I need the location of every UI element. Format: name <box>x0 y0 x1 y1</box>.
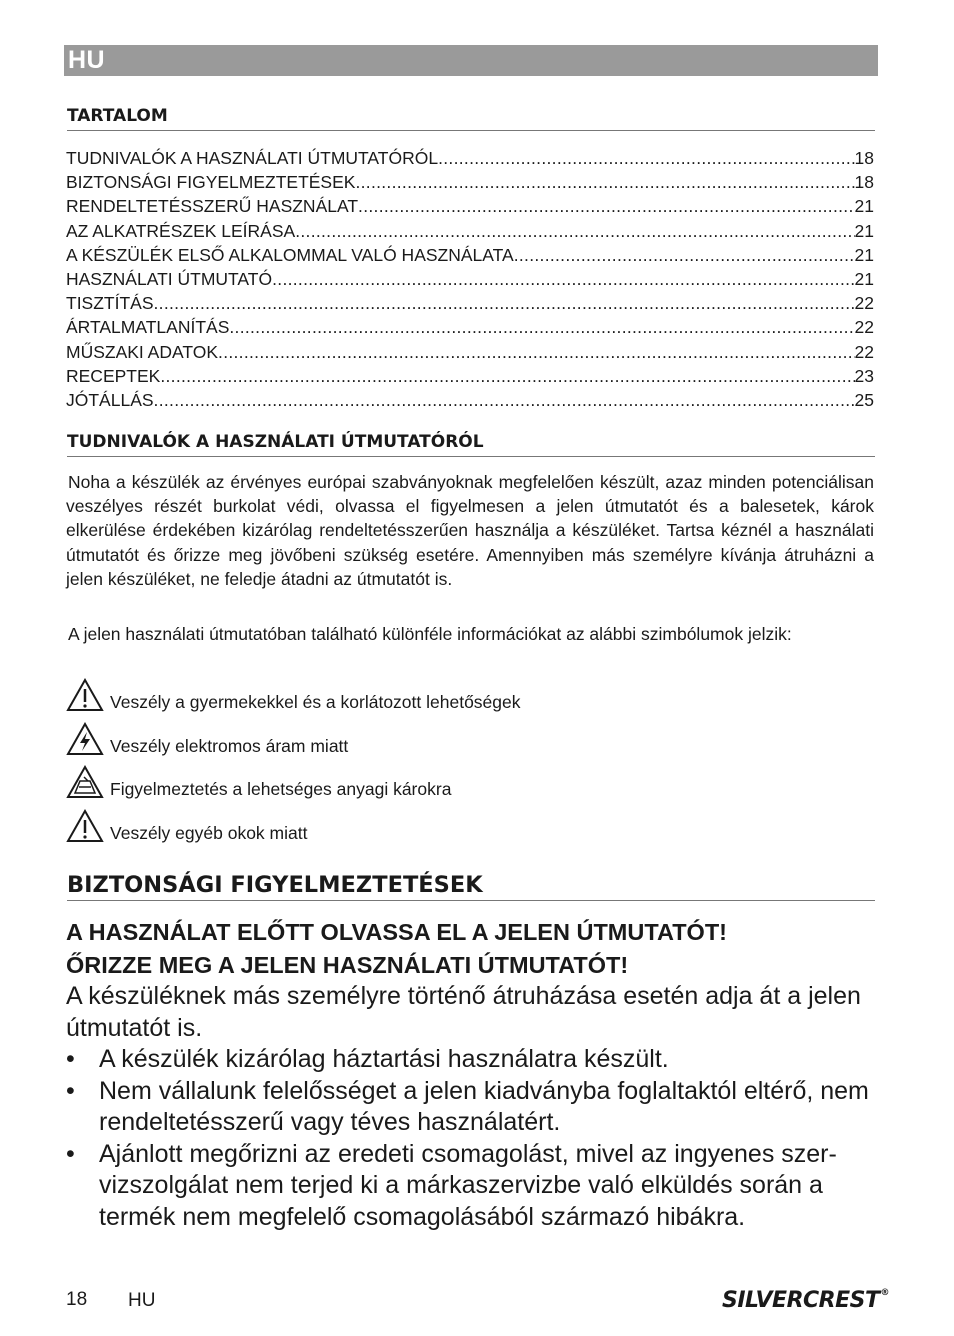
about-paragraph-1: Noha a készülék az érvényes európai szabványoknak megfelelően készült, azaz minden potenciálisan veszélyes részét burkolat védi, olvassa el figyelmesen a jelen útmutatót és a balesetek, károk elkerülése érdekében kizárólag rendeltetésszerűen használja a készüléket. Tartsa kéznél a használati útmutatót és őrizze meg jövőbeni szükség esetére. Amennyiben más személyre kívánja átruházni a jelen készüléket, ne feledje átadni az útmutatót is. <box>66 472 874 589</box>
toc-entry-page: 21 <box>854 220 874 241</box>
toc-leader-dots <box>218 340 855 364</box>
about-heading: TUDNIVALÓK A HASZNÁLATI ÚTMUTATÓRÓL <box>67 432 875 457</box>
toc-heading: TARTALOM <box>67 106 875 131</box>
brand-registered-mark: ® <box>880 1288 889 1298</box>
toc-entry <box>66 291 874 315</box>
toc-entry <box>66 170 874 194</box>
toc-entry <box>66 315 874 339</box>
toc-entry-title: TUDNIVALÓK A HASZNÁLATI ÚTMUTATÓRÓL <box>66 148 439 168</box>
toc-entry-title: AZ ALKATRÉSZEK LEÍRÁSA <box>66 220 296 241</box>
symbol-row-property <box>66 765 451 799</box>
toc-entry-page: 23 <box>854 365 874 386</box>
list-item: • A készülék kizárólag háztartási használatra készült. <box>66 1044 876 1076</box>
toc-entry <box>66 364 874 388</box>
toc-entry <box>66 146 874 170</box>
toc-leader-dots <box>295 219 854 243</box>
toc-entry-title: RENDELTETÉSSZERŰ HASZNÁLAT <box>66 196 359 217</box>
table-of-contents <box>66 146 874 412</box>
toc-entry-title: ÁRTALMATLANÍTÁS <box>66 317 230 338</box>
toc-entry-page: 22 <box>854 341 874 362</box>
property-damage-icon <box>66 765 104 799</box>
toc-entry <box>66 243 874 267</box>
electric-hazard-icon <box>66 722 104 756</box>
toc-leader-dots <box>355 170 854 194</box>
symbol-row-electric <box>66 722 348 756</box>
toc-leader-dots <box>358 194 854 218</box>
toc-entry-page: 22 <box>854 293 874 314</box>
language-code: HU <box>68 46 106 74</box>
toc-entry-page: 18 <box>854 172 874 193</box>
toc-leader-dots <box>154 388 855 412</box>
toc-leader-dots <box>154 291 855 315</box>
symbol-text: Veszély egyéb okok miatt <box>110 823 308 843</box>
brand-name: SILVERCREST <box>722 1288 880 1313</box>
about-paragraph-2: A jelen használati útmutatóban található különféle információkat az alábbi szimbólumok jelzik: <box>68 624 792 644</box>
toc-entry-title: A KÉSZÜLÉK ELSŐ ALKALOMMAL VALÓ HASZNÁLATA <box>66 244 514 265</box>
brand-logo <box>722 1288 889 1313</box>
safety-heading: BIZTONSÁGI FIGYELMEZTETÉSEK <box>67 872 875 901</box>
toc-entry-title: MŰSZAKI ADATOK <box>66 341 219 362</box>
page-number: 18 <box>66 1289 88 1310</box>
symbol-text: Veszély a gyermekekkel és a korlátozott lehetőségek <box>110 692 521 712</box>
toc-leader-dots <box>514 243 855 267</box>
toc-leader-dots <box>160 364 854 388</box>
toc-entry-page: 21 <box>854 268 874 289</box>
toc-entry <box>66 340 874 364</box>
safety-bullet-list <box>66 1044 876 1233</box>
toc-entry <box>66 219 874 243</box>
safety-warning-line-2: ŐRIZZE MEG A JELEN HASZNÁLATI ÚTMUTATÓT! <box>66 952 629 978</box>
toc-entry-title: JÓTÁLLÁS <box>66 389 154 410</box>
toc-entry-title: RECEPTEK <box>66 365 161 386</box>
toc-entry <box>66 267 874 291</box>
toc-entry <box>66 388 874 412</box>
toc-leader-dots <box>438 146 854 170</box>
toc-entry-title: BIZTONSÁGI FIGYELMEZTETÉSEK <box>66 172 356 193</box>
toc-entry-page: 21 <box>854 244 874 265</box>
toc-entry-page: 21 <box>854 196 874 217</box>
symbol-row-other <box>66 809 307 843</box>
safety-warning-line-1: A HASZNÁLAT ELŐTT OLVASSA EL A JELEN ÚTMUTATÓT! <box>66 919 728 945</box>
list-item: • Nem vállalunk felelősséget a jelen kiadványba foglaltaktól eltérő, nem rendeltetésszerű vagy téves használatért. <box>66 1076 876 1139</box>
toc-entry-title: HASZNÁLATI ÚTMUTATÓ <box>66 268 273 289</box>
toc-entry-page: 22 <box>854 317 874 338</box>
toc-leader-dots <box>272 267 854 291</box>
warning-exclamation-icon <box>66 809 104 843</box>
toc-entry-page: 25 <box>854 389 874 410</box>
toc-entry-title: TISZTÍTÁS <box>66 293 154 314</box>
symbol-text: Figyelmeztetés a lehetséges anyagi károkra <box>110 779 452 799</box>
symbol-row-children <box>66 678 521 712</box>
footer-language-code: HU <box>128 1290 156 1311</box>
symbol-text: Veszély elektromos áram miatt <box>110 736 349 756</box>
toc-entry-page: 18 <box>854 148 874 168</box>
warning-exclamation-icon <box>66 678 104 712</box>
language-header-bar <box>64 45 878 76</box>
toc-entry <box>66 194 874 218</box>
toc-leader-dots <box>229 315 854 339</box>
list-item: • Ajánlott megőrizni az eredeti csomagolást, mivel az ingyenes szer-vizszolgálat nem terjed ki a márkaszervizbe való elküldés során a termék nem megfelelő csomagolásából származó hibákra. <box>66 1139 876 1234</box>
safety-intro: A készüléknek más személyre történő átruházása esetén adja át a jelen útmutatót is. <box>66 982 861 1042</box>
